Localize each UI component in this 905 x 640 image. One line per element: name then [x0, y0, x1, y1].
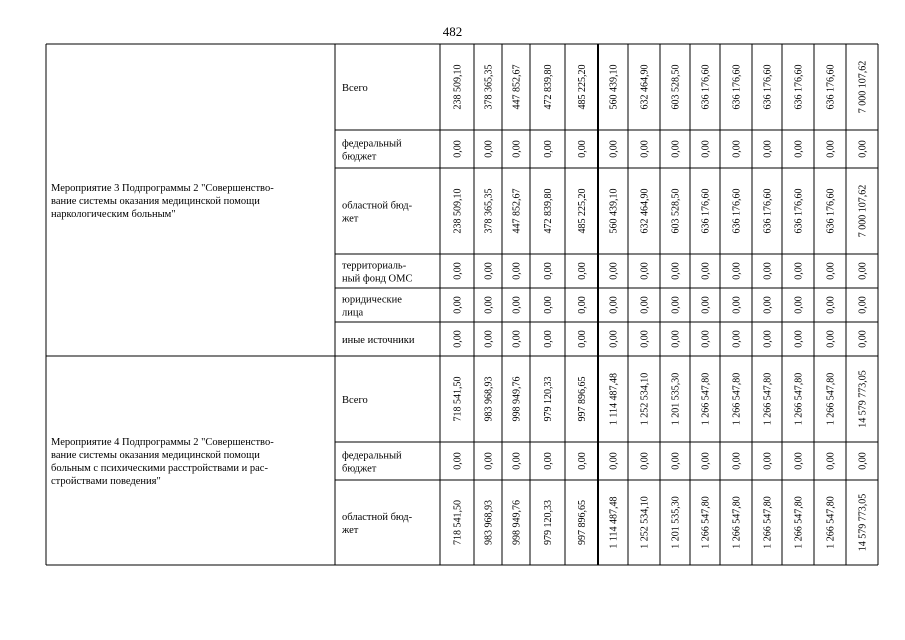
- value-cell: 0,00: [762, 140, 774, 158]
- value-cell: 0,00: [577, 330, 588, 348]
- value-cell: 0,00: [731, 452, 743, 470]
- value-cell: 1 266 547,80: [825, 496, 837, 549]
- value-cell: 1 266 547,80: [700, 496, 712, 549]
- value-cell: 0,00: [825, 296, 837, 314]
- value-cell: 1 266 547,80: [700, 372, 712, 426]
- value-cell: 447 852,67: [511, 188, 523, 234]
- value-cell: 0,00: [483, 140, 495, 158]
- funding-source-label: областной бюд-: [342, 512, 413, 523]
- value-cell: 0,00: [857, 140, 869, 158]
- measure-label: вание системы оказания медицинской помощи: [51, 450, 260, 461]
- value-cell: 7 000 107,62: [857, 60, 869, 114]
- value-cell: 979 120,33: [543, 500, 554, 545]
- value-cell: 0,00: [577, 140, 588, 158]
- funding-source-label: лица: [342, 307, 364, 319]
- value-cell: 0,00: [543, 140, 554, 158]
- value-cell: 0,00: [483, 330, 495, 348]
- value-cell: 1 266 547,80: [825, 372, 837, 426]
- value-cell: 1 266 547,80: [793, 496, 805, 549]
- funding-source-label: Всего: [342, 395, 368, 406]
- value-cell: 0,00: [608, 296, 620, 314]
- value-cell: 560 439,10: [608, 188, 620, 234]
- value-cell: 0,00: [483, 296, 495, 314]
- value-cell: 603 528,50: [670, 188, 682, 234]
- value-cell: 636 176,60: [731, 64, 743, 110]
- value-cell: 0,00: [452, 452, 464, 470]
- value-cell: 0,00: [731, 262, 743, 280]
- value-cell: 447 852,67: [511, 64, 523, 110]
- value-cell: 0,00: [543, 262, 554, 280]
- value-cell: 0,00: [543, 330, 554, 348]
- value-cell: 0,00: [700, 262, 712, 280]
- value-cell: 636 176,60: [731, 188, 743, 234]
- value-cell: 983 968,93: [483, 500, 495, 545]
- value-cell: 0,00: [511, 262, 523, 280]
- value-cell: 0,00: [608, 140, 620, 158]
- value-cell: 0,00: [670, 330, 682, 348]
- value-cell: 636 176,60: [762, 64, 774, 110]
- value-cell: 718 541,50: [452, 500, 464, 545]
- funding-source-label: федеральный: [342, 450, 402, 462]
- value-cell: 7 000 107,62: [857, 184, 869, 238]
- value-cell: 238 509,10: [452, 188, 464, 234]
- value-cell: 0,00: [639, 452, 651, 470]
- value-cell: 0,00: [700, 330, 712, 348]
- value-cell: 1 266 547,80: [731, 372, 743, 426]
- value-cell: 997 896,65: [577, 500, 588, 545]
- value-cell: 983 968,93: [483, 376, 495, 422]
- value-cell: 0,00: [511, 296, 523, 314]
- funding-source-label: жет: [342, 525, 359, 536]
- value-cell: 485 225,20: [577, 64, 588, 110]
- funding-source-label: жет: [342, 213, 359, 225]
- value-cell: 0,00: [762, 452, 774, 470]
- measure-label: больным с психическими расстройствами и рас-: [51, 463, 268, 474]
- value-cell: 0,00: [543, 452, 554, 470]
- value-cell: 0,00: [793, 452, 805, 470]
- value-cell: 1 252 534,10: [639, 372, 651, 426]
- value-cell: 1 266 547,80: [762, 372, 774, 426]
- value-cell: 636 176,60: [762, 188, 774, 234]
- value-cell: 0,00: [857, 330, 869, 348]
- value-cell: 0,00: [483, 262, 495, 280]
- value-cell: 0,00: [793, 262, 805, 280]
- value-cell: 0,00: [670, 140, 682, 158]
- funding-source-label: иные источники: [342, 335, 415, 346]
- funding-source-label: областной бюд-: [342, 200, 413, 212]
- value-cell: 636 176,60: [825, 64, 837, 110]
- value-cell: 0,00: [731, 296, 743, 314]
- funding-source-label: федеральный: [342, 138, 402, 150]
- value-cell: 1 201 535,30: [670, 496, 682, 549]
- value-cell: 0,00: [639, 140, 651, 158]
- value-cell: 378 365,35: [483, 64, 495, 110]
- measure-label: стройствами поведения": [51, 476, 161, 487]
- value-cell: 632 464,90: [639, 188, 651, 234]
- measure-label: Мероприятие 4 Подпрограммы 2 "Совершенство-: [51, 437, 274, 448]
- value-cell: 998 949,76: [511, 500, 523, 545]
- value-cell: 0,00: [762, 296, 774, 314]
- value-cell: 0,00: [577, 262, 588, 280]
- value-cell: 0,00: [543, 296, 554, 314]
- funding-source-label: бюджет: [342, 463, 377, 475]
- value-cell: 0,00: [825, 140, 837, 158]
- value-cell: 0,00: [857, 262, 869, 280]
- value-cell: 0,00: [511, 330, 523, 348]
- measure-label: вание системы оказания медицинской помощи: [51, 196, 260, 207]
- value-cell: 0,00: [511, 140, 523, 158]
- value-cell: 0,00: [452, 330, 464, 348]
- value-cell: 0,00: [731, 140, 743, 158]
- value-cell: 0,00: [857, 296, 869, 314]
- value-cell: 636 176,60: [700, 64, 712, 110]
- value-cell: 560 439,10: [608, 64, 620, 110]
- value-cell: 603 528,50: [670, 64, 682, 110]
- value-cell: 0,00: [793, 296, 805, 314]
- value-cell: 0,00: [825, 262, 837, 280]
- value-cell: 0,00: [452, 140, 464, 158]
- value-cell: 0,00: [670, 296, 682, 314]
- value-cell: 0,00: [639, 296, 651, 314]
- value-cell: 0,00: [577, 452, 588, 470]
- value-cell: 0,00: [793, 140, 805, 158]
- value-cell: 0,00: [639, 330, 651, 348]
- value-cell: 1 252 534,10: [639, 496, 651, 549]
- value-cell: 238 509,10: [452, 64, 464, 110]
- value-cell: 472 839,80: [543, 188, 554, 234]
- value-cell: 0,00: [825, 330, 837, 348]
- measure-label: наркологическим больным": [51, 209, 176, 220]
- value-cell: 0,00: [452, 296, 464, 314]
- value-cell: 0,00: [452, 262, 464, 280]
- value-cell: 14 579 773,05: [857, 493, 869, 552]
- value-cell: 1 201 535,30: [670, 372, 682, 426]
- measure-label: Мероприятие 3 Подпрограммы 2 "Совершенство-: [51, 183, 274, 194]
- value-cell: 378 365,35: [483, 188, 495, 234]
- value-cell: 0,00: [700, 296, 712, 314]
- value-cell: 0,00: [483, 452, 495, 470]
- value-cell: 0,00: [608, 262, 620, 280]
- value-cell: 0,00: [577, 296, 588, 314]
- value-cell: 485 225,20: [577, 188, 588, 234]
- value-cell: 1 114 487,48: [608, 496, 620, 549]
- value-cell: 0,00: [608, 330, 620, 348]
- value-cell: 472 839,80: [543, 64, 554, 110]
- funding-source-label: Всего: [342, 83, 368, 94]
- funding-source-label: ный фонд ОМС: [342, 273, 413, 285]
- value-cell: 997 896,65: [577, 376, 588, 422]
- value-cell: 0,00: [857, 452, 869, 470]
- value-cell: 0,00: [511, 452, 523, 470]
- value-cell: 1 266 547,80: [793, 372, 805, 426]
- value-cell: 636 176,60: [700, 188, 712, 234]
- value-cell: 0,00: [670, 262, 682, 280]
- funding-source-label: юридические: [342, 294, 402, 306]
- value-cell: 636 176,60: [793, 64, 805, 110]
- value-cell: 0,00: [793, 330, 805, 348]
- value-cell: 636 176,60: [793, 188, 805, 234]
- value-cell: 0,00: [608, 452, 620, 470]
- value-cell: 14 579 773,05: [857, 370, 869, 428]
- funding-source-label: территориаль-: [342, 260, 407, 272]
- value-cell: 0,00: [731, 330, 743, 348]
- value-cell: 1 114 487,48: [608, 372, 620, 426]
- funding-source-label: бюджет: [342, 151, 377, 163]
- value-cell: 0,00: [700, 452, 712, 470]
- value-cell: 0,00: [700, 140, 712, 158]
- value-cell: 0,00: [825, 452, 837, 470]
- value-cell: 0,00: [639, 262, 651, 280]
- value-cell: 718 541,50: [452, 376, 464, 422]
- value-cell: 0,00: [762, 262, 774, 280]
- value-cell: 0,00: [670, 452, 682, 470]
- value-cell: 979 120,33: [543, 376, 554, 422]
- value-cell: 0,00: [762, 330, 774, 348]
- value-cell: 1 266 547,80: [731, 496, 743, 549]
- value-cell: 998 949,76: [511, 376, 523, 422]
- page-number: 482: [442, 24, 463, 39]
- value-cell: 636 176,60: [825, 188, 837, 234]
- value-cell: 1 266 547,80: [762, 496, 774, 549]
- value-cell: 632 464,90: [639, 64, 651, 110]
